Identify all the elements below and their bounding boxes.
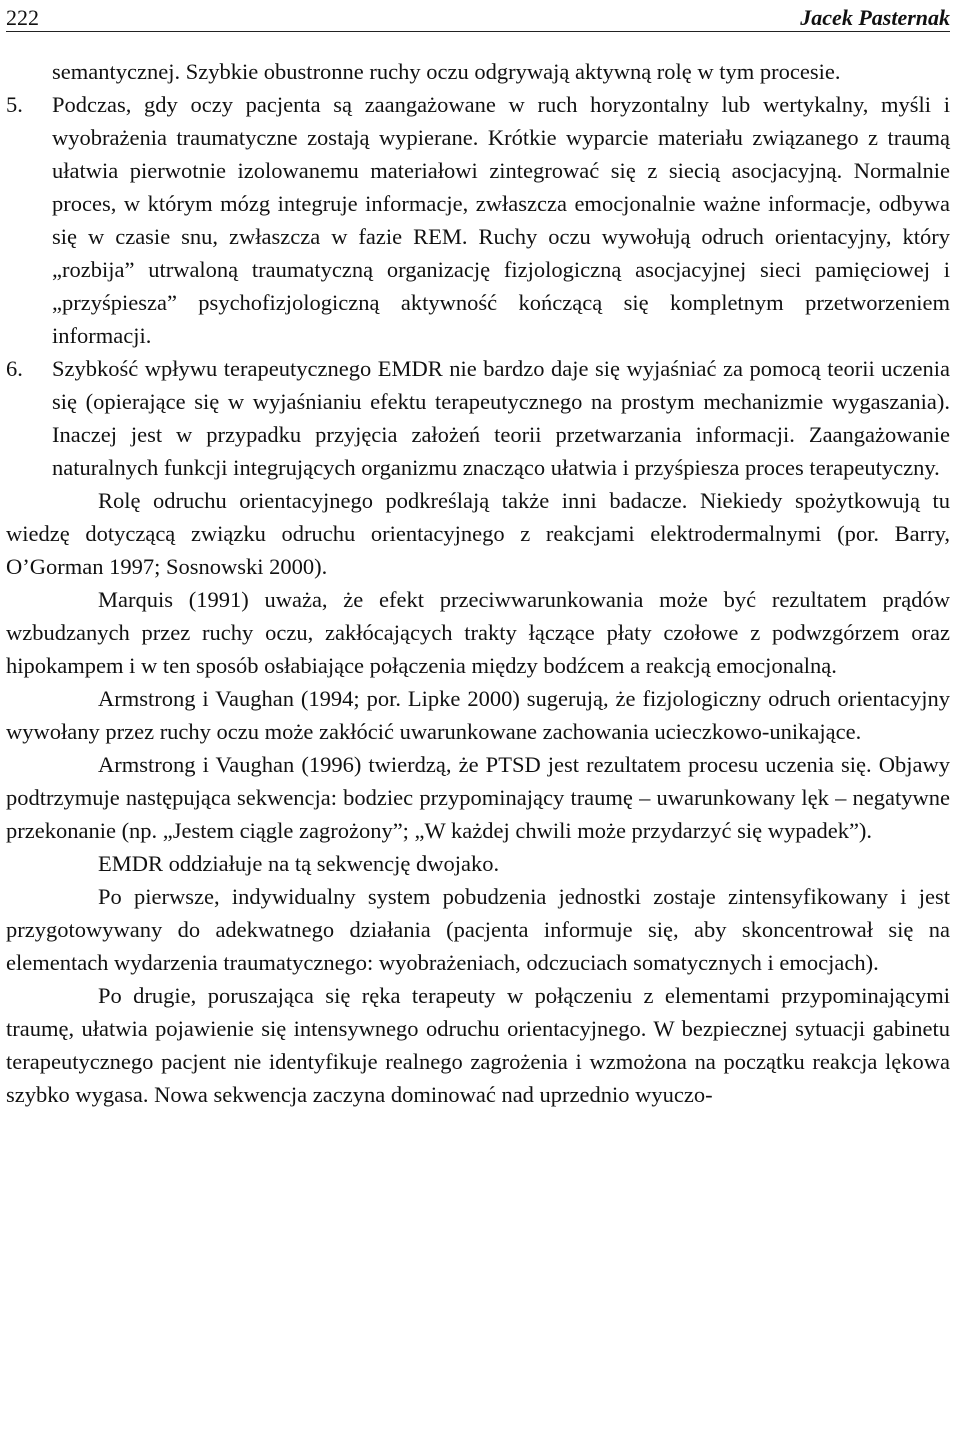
running-author: Jacek Pasternak [800, 5, 950, 30]
paragraph: Armstrong i Vaughan (1994; por. Lipke 2000) sugerują, że fizjologiczny odruch orientacyjny wywołany przez ruchy oczu może zakłócić uwarunkowane zachowania ucieczkowo-unikające. [6, 686, 950, 744]
paragraph: Po drugie, poruszająca się ręka terapeuty w połączeniu z elementami przypominającymi traumę, ułatwia pojawienie się intensywnego odruchu orientacyjnego. W bezpiecznej sytuacji gabinetu terapeutycznego pacjent nie identyfikuje realnego zagrożenia i wzmożona na początku reakcja lękowa szybko wygasa. Nowa sekwencja zaczyna dominować nad uprzednio wyuczo- [6, 983, 950, 1107]
page-number: 222 [6, 5, 39, 30]
item-number: 5. [6, 92, 23, 117]
item-text: Szybkość wpływu terapeutycznego EMDR nie bardzo daje się wyjaśniać za pomocą teorii uczenia się (opierające się w wyjaśnianiu efektu terapeutycznego na prostym mechanizmie wygaszania). Inaczej jest w przypadku przyjęcia założeń teorii przetwarzania informacji. Zaangażowanie naturalnych funkcji integrujących organizmu znacząco ułatwia i przyśpiesza proces terapeutyczny. [52, 356, 950, 480]
item-number: 6. [6, 356, 23, 381]
running-header [6, 0, 950, 32]
item-text: Podczas, gdy oczy pacjenta są zaangażowane w ruch horyzontalny lub wertykalny, myśli i wyobrażenia traumatyczne zostają wypierane. Krótkie wyparcie materiału związanego z traumą ułatwia pierwotnie izolowanemu materiałowi zintegrować się z siecią asocjacyjną. Normalnie proces, w którym mózg integruje informacje, zwłaszcza emocjonalnie ważne informacje, odbywa się w czasie snu, zwłaszcza w fazie REM. Ruchy oczu wywołują odruch orientacyjny, który „rozbija” utrwaloną traumatyczną organizację fizjologiczną asocjacyjnej sieci pamięciowej i „przyśpiesza” psychofizjologiczną aktywność kończącą się kompletnym przetworzeniem informacji. [52, 92, 950, 348]
numbered-item-5 [6, 88, 950, 352]
paragraph: Armstrong i Vaughan (1996) twierdzą, że PTSD jest rezultatem procesu uczenia się. Objawy podtrzymuje następująca sekwencja: bodziec przypominający traumę – uwarunkowany lęk – negatywne przekonanie (np. „Jestem ciągle zagrożony”; „W każdej chwili może przydarzyć się wypadek”). [6, 752, 950, 843]
paragraph: EMDR oddziałuje na tą sekwencję dwojako. [98, 851, 500, 876]
paragraph-continuation: semantycznej. Szybkie obustronne ruchy oczu odgrywają aktywną rolę w tym procesie. [52, 59, 841, 84]
paragraph: Marquis (1991) uważa, że efekt przeciwwarunkowania może być rezultatem prądów wzbudzanych przez ruchy oczu, zakłócających trakty łączące płaty czołowe z podwzgórzem oraz hipokampem i w ten sposób osłabiające połączenia między bodźcem a reakcją emocjonalną. [6, 587, 950, 678]
paragraph: Rolę odruchu orientacyjnego podkreślają także inni badacze. Niekiedy spożytkowują tu wiedzę dotyczącą związku odruchu orientacyjnego z reakcjami elektrodermalnymi (por. Barry, O’Gorman 1997; Sosnowski 2000). [6, 488, 950, 579]
page-body [6, 55, 950, 1111]
paragraph: Po pierwsze, indywidualny system pobudzenia jednostki zostaje zintensyfikowany i jest przygotowywany do adekwatnego działania (pacjenta informuje się, aby skoncentrował się na elementach wydarzenia traumatycznego: wyobrażeniach, odczuciach somatycznych i emocjach). [6, 884, 950, 975]
numbered-item-6 [6, 352, 950, 484]
